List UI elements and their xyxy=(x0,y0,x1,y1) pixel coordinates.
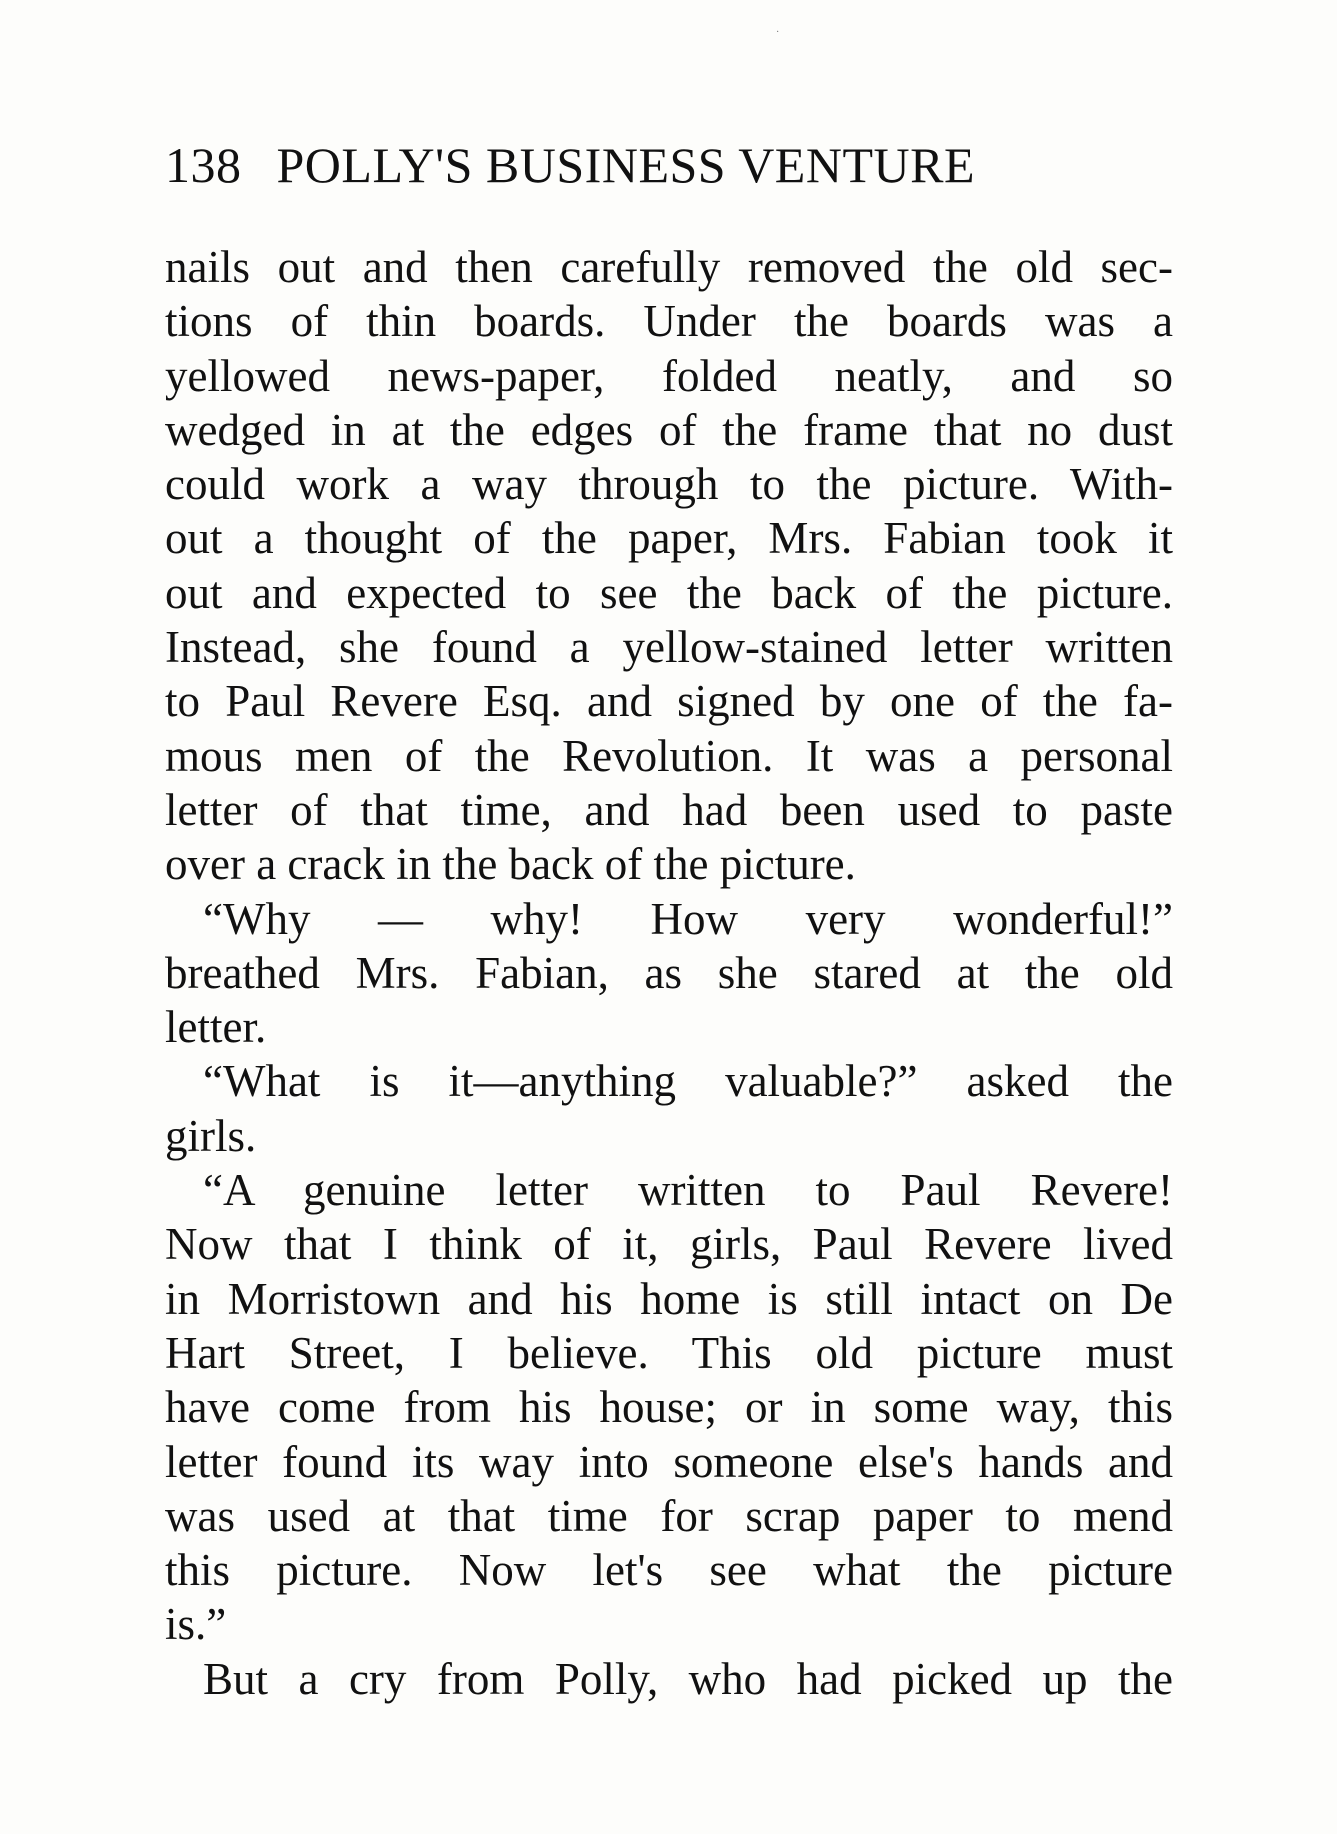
text-line: mous men of the Revolution. It was a personal xyxy=(165,730,1173,781)
text-line: was used at that time for scrap paper to mend xyxy=(165,1490,1173,1541)
running-header xyxy=(165,133,975,197)
text-line: “Why — why! How very wonderful!” xyxy=(203,893,1173,944)
text-line: Hart Street, I believe. This old picture must xyxy=(165,1327,1173,1378)
running-title: POLLY'S BUSINESS VENTURE xyxy=(276,137,975,193)
text-line: could work a way through to the picture. With- xyxy=(165,459,1173,510)
text-line: Now that I think of it, girls, Paul Revere lived xyxy=(165,1219,1173,1270)
text-line: out and expected to see the back of the picture. xyxy=(165,567,1173,618)
text-line: nails out and then carefully removed the old sec- xyxy=(165,242,1173,292)
text-line: wedged in at the edges of the frame that no dust xyxy=(165,404,1173,455)
page-number: 138 xyxy=(165,137,242,193)
text-line: letter of that time, and had been used to paste xyxy=(165,784,1173,835)
scan-speck: · xyxy=(776,27,780,38)
text-line: But a cry from Polly, who had picked up the xyxy=(203,1653,1173,1704)
text-line: breathed Mrs. Fabian, as she stared at the old xyxy=(165,947,1173,998)
text-line: to Paul Revere Esq. and signed by one of the fa- xyxy=(165,676,1173,727)
text-line: girls. xyxy=(165,1110,257,1161)
text-line: “What is it—anything valuable?” asked the xyxy=(203,1056,1173,1107)
text-line: in Morristown and his home is still intact on De xyxy=(165,1273,1173,1324)
text-line: out a thought of the paper, Mrs. Fabian took it xyxy=(165,513,1173,564)
text-line: this picture. Now let's see what the picture xyxy=(165,1545,1173,1596)
text-line: Instead, she found a yellow-stained letter written xyxy=(165,622,1173,673)
text-line: tions of thin boards. Under the boards was a xyxy=(165,296,1173,347)
text-line: is.” xyxy=(165,1599,227,1650)
text-line: have come from his house; or in some way, this xyxy=(165,1382,1173,1433)
text-line: letter. xyxy=(165,1002,267,1053)
text-line: letter found its way into someone else's hands and xyxy=(165,1436,1173,1487)
text-line: yellowed news-paper, folded neatly, and so xyxy=(165,350,1173,401)
text-line: “A genuine letter written to Paul Revere! xyxy=(203,1165,1173,1216)
text-line: over a crack in the back of the picture. xyxy=(165,839,856,890)
body-text xyxy=(165,240,1173,1706)
